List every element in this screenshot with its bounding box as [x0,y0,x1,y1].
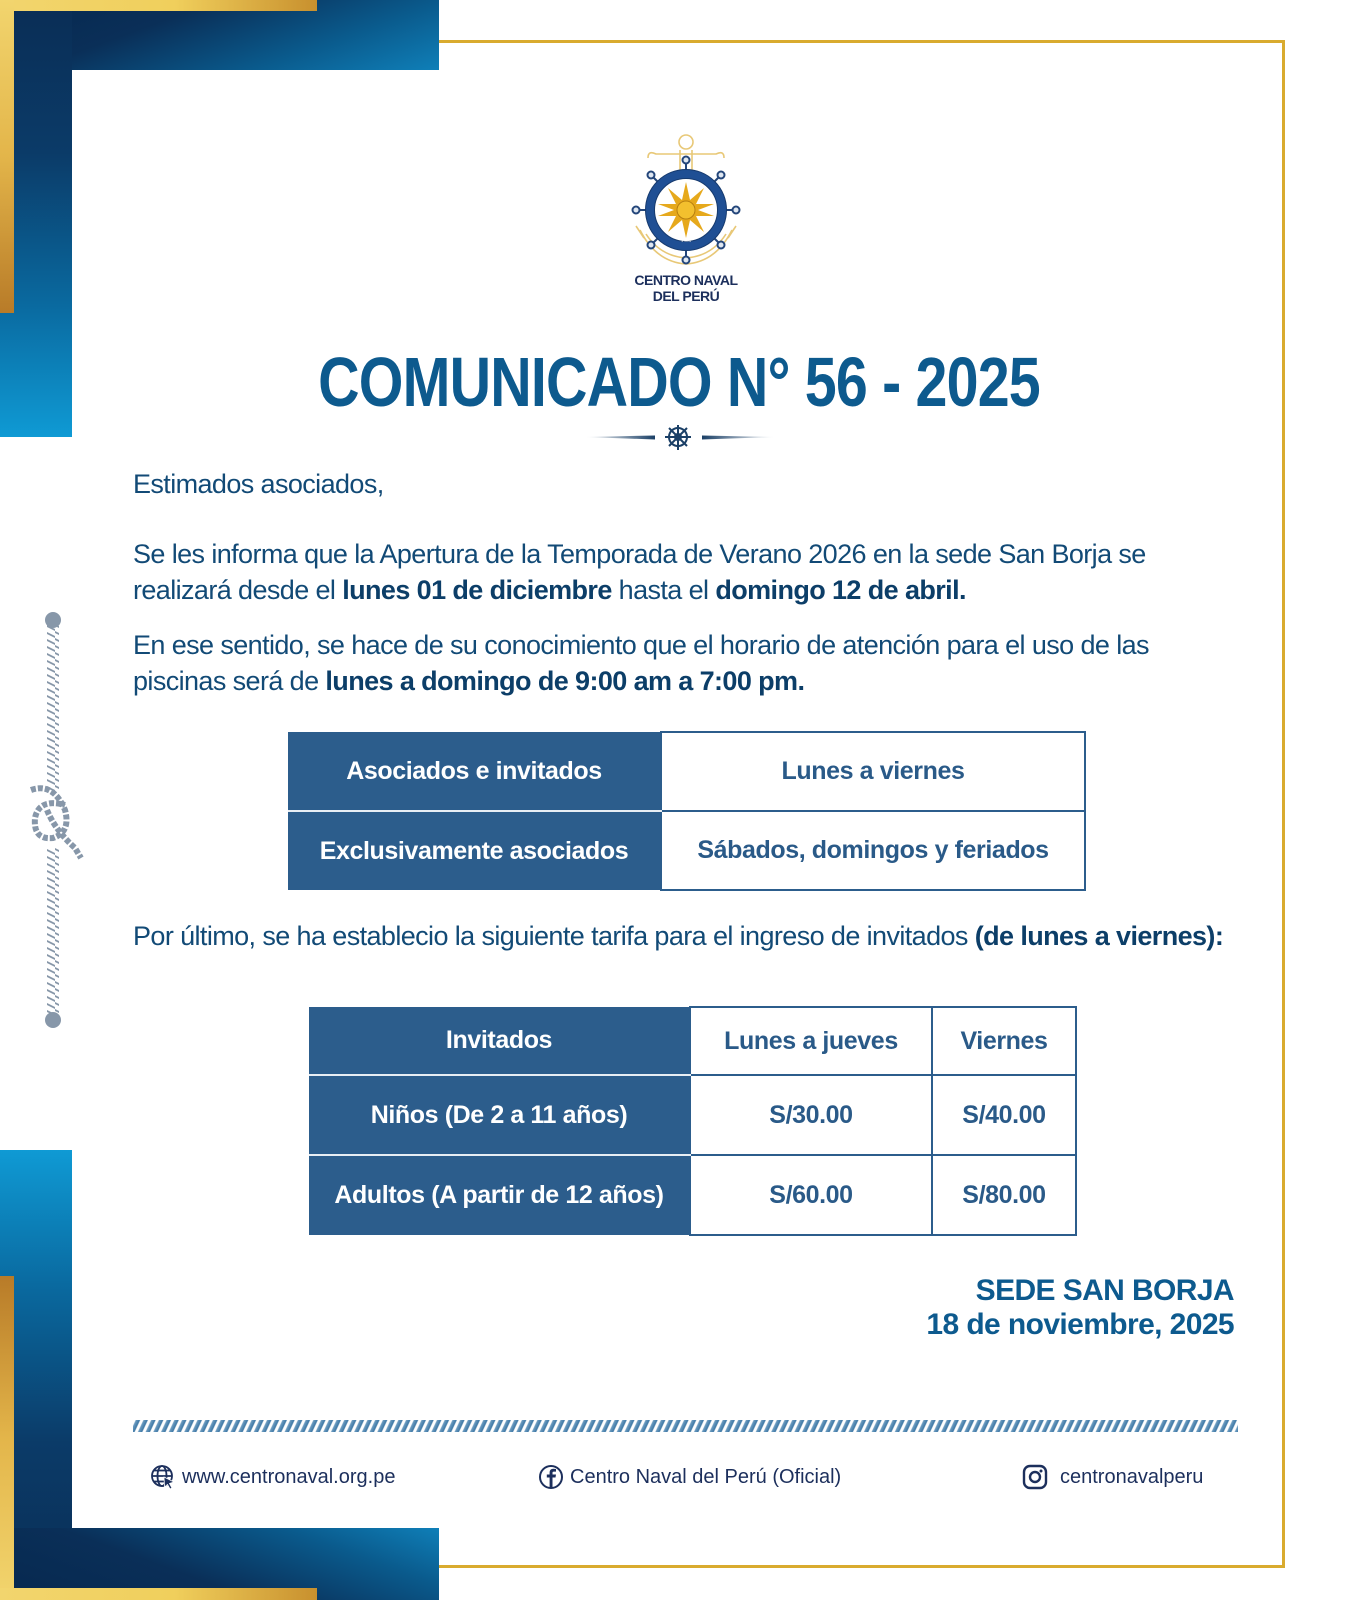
facebook-icon [538,1464,564,1490]
footer-facebook-link[interactable] [538,1464,841,1490]
organization-name [586,272,786,304]
footer-instagram-link[interactable] [1022,1464,1203,1490]
signature-block [926,1274,1234,1342]
svg-text:1908: 1908 [680,238,692,243]
paragraph-hours [133,627,1238,699]
gold-frame-right [1282,40,1285,1568]
start-date: lunes 01 de diciembre [342,575,612,605]
paragraph-rates [133,918,1238,954]
price-friday: S/80.00 [932,1155,1076,1235]
table-header: Lunes a jueves [690,1007,932,1075]
table-row-label: Asociados e invitados [288,732,661,811]
paragraph-text: Se les informa que la Apertura de la Temporada de Verano 2026 en la sede San Borja se realizará desde el [133,539,1146,605]
access-schedule-table [288,731,1086,891]
table-row-value: Lunes a viernes [661,732,1085,811]
table-row [288,811,1085,890]
price-friday: S/40.00 [932,1075,1076,1155]
instagram-icon [1022,1464,1048,1490]
paragraph-text: hasta el [611,575,716,605]
facebook-page-name: Centro Naval del Perú (Oficial) [570,1466,842,1488]
table-row-label: Niños (De 2 a 11 años) [309,1075,690,1155]
guest-rates-table [309,1006,1077,1236]
table-header-row [309,1007,1076,1075]
table-row [309,1155,1076,1235]
rope-knot-decoration-icon [25,610,85,1030]
table-row-value: Sábados, domingos y feriados [661,811,1085,890]
globe-cursor-icon [150,1464,176,1490]
paragraph-text: Por último, se ha establecio la siguiente tarifa para el ingreso de invitados [133,921,975,951]
top-left-gold-strip [0,0,317,11]
top-left-gold-strip-vertical [0,0,14,313]
page-title: COMUNICADO N° 56 - 2025 [318,343,1040,421]
gold-frame-bottom [439,1565,1285,1568]
price-mon-thu: S/60.00 [690,1155,932,1235]
table-row-label: Adultos (A partir de 12 años) [309,1155,690,1235]
signature-date: 18 de noviembre, 2025 [926,1308,1234,1341]
organization-name-line2: DEL PERÚ [652,288,720,304]
centro-naval-logo [626,130,746,270]
paragraph-text: En ese sentido, se hace de su conocimiento que el horario de atención para el uso de las piscinas será de [133,630,1149,696]
organization-name-line1: CENTRO NAVAL [634,272,738,288]
website-url: www.centronaval.org.pe [182,1466,396,1488]
signature-location: SEDE SAN BORJA [975,1274,1234,1307]
rates-days: (de lunes a viernes): [974,921,1224,951]
opening-hours: lunes a domingo de 9:00 am a 7:00 pm. [325,666,805,696]
table-row-label: Exclusivamente asociados [288,811,661,890]
instagram-handle: centronavalperu [1060,1466,1204,1488]
table-row [309,1075,1076,1155]
anchor-wheel-emblem-icon [626,130,746,270]
paragraph-season-dates [133,536,1238,608]
bottom-left-gold-strip-vertical [0,1276,14,1600]
footer-website-link[interactable] [150,1464,395,1490]
bottom-left-gold-strip [0,1588,317,1600]
rope-divider [133,1420,1238,1432]
table-header: Invitados [309,1007,690,1075]
gold-frame-top [439,40,1285,43]
greeting: Estimados asociados, [133,469,384,499]
end-date: domingo 12 de abril. [715,575,966,605]
table-row [288,732,1085,811]
price-mon-thu: S/30.00 [690,1075,932,1155]
table-header: Viernes [932,1007,1076,1075]
ship-wheel-divider-icon [585,425,775,451]
